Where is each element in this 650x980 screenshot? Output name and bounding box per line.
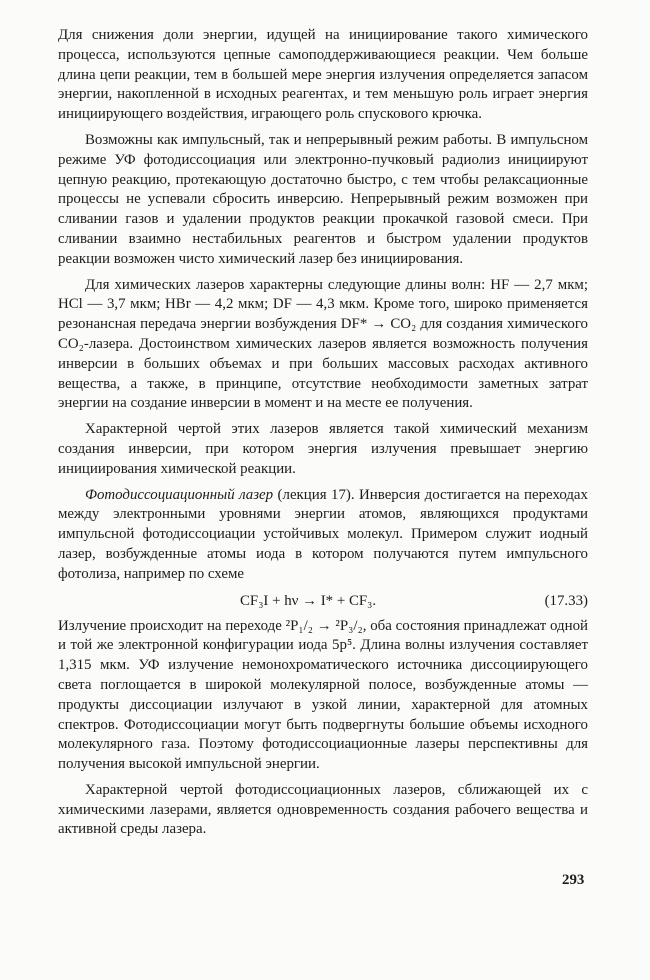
paragraph-chain-reactions: Для снижения доли энергии, идущей на инициирование такого химического процесса, используются цепные самоподдерживающиеся реакции. Чем больше длина цепи реакции, тем в большей мере энергия излучения определяется запасом энергии, накопленной в исходных реагентах, и тем меньшую роль играет энергия инициирующего воздействия, играющего роль спускового крючка. xyxy=(58,27,588,123)
paragraph-photodissociation-laser xyxy=(58,486,588,585)
equation-expression: CF₃I + hν → I* + CF₃. xyxy=(240,592,377,609)
equation-number: (17.33) xyxy=(544,592,588,609)
equation-17-33 xyxy=(58,591,588,615)
paragraph-mechanism: Характерной чертой этих лазеров является такой химический механизм создания инверсии, при котором энергия излучения превышает энергию инициирования химической реакции. xyxy=(58,421,588,477)
paragraph-iodine-transition: Излучение происходит на переходе ²P₁/₂ → ²P₃/₂, оба состояния принадлежат одной и той же электронной конфигурации иода 5p⁵. Длина волны излучения составляет 1,315 мкм. УФ излучение немонохроматического источника диссоциирующего света поглощается в широкой молекулярной полосе, возбужденные атомы — продукты диссоциации излучают в узкой линии, характерной для атомных спектров. Фотодиссоциации могут быть подвергнуты большие объемы исходного молекулярного газа. Поэтому фотодиссоциационные лазеры перспективны для получения высокой импульсной энергии. xyxy=(58,617,588,773)
photo-paragraph-text: (лекция 17). Инверсия достигается на переходах между электронными уровнями энергии атомов, являющихся продуктами импульсной фотодиссоциации устойчивых молекул. Примером служит иодный лазер, возбужденные атомы иода в котором получаются путем импульсного фотолиза, например по схеме xyxy=(58,486,588,582)
paragraph-wavelengths: Для химических лазеров характерны следующие длины волн: HF — 2,7 мкм; HCl — 3,7 мкм; HBr — 4,2 мкм; DF — 4,3 мкм. Кроме того, широко применяется резонансная передача энергии возбуждения DF* → CO₂ для создания химического CO₂-лазера. Достоинством химических лазеров является возможность получения инверсии в больших объемах и при больших массовых расходах активного вещества, а также, в принципе, отсутствие необходимости заметных затрат энергии на создание инверсии в момент и на месте ее получения. xyxy=(58,276,588,412)
page-number: 293 xyxy=(562,872,585,888)
paragraph-conclusion: Характерной чертой фотодиссоциационных лазеров, сближающей их с химическими лазерами, является одновременность создания рабочего вещества и активной среды лазера. xyxy=(58,781,588,838)
page-body xyxy=(58,26,588,846)
paragraph-operating-modes: Возможны как импульсный, так и непрерывный режим работы. В импульсном режиме УФ фотодиссоциация или электронно-пучковый радиолиз инициируют цепную реакцию, протекающую достаточно быстро, с тем чтобы релаксационные процессы не успевали сбросить инверсию. Непрерывный режим возможен при сливании газов и удалении продуктов реакции прокачкой газовой смеси. При сливании взаимно нестабильных реагентов и быстром удалении продуктов реакции возможен чисто химический лазер без инициирования. xyxy=(58,131,588,267)
section-title-photodissociation: Фотодиссоциационный лазер xyxy=(85,486,274,503)
